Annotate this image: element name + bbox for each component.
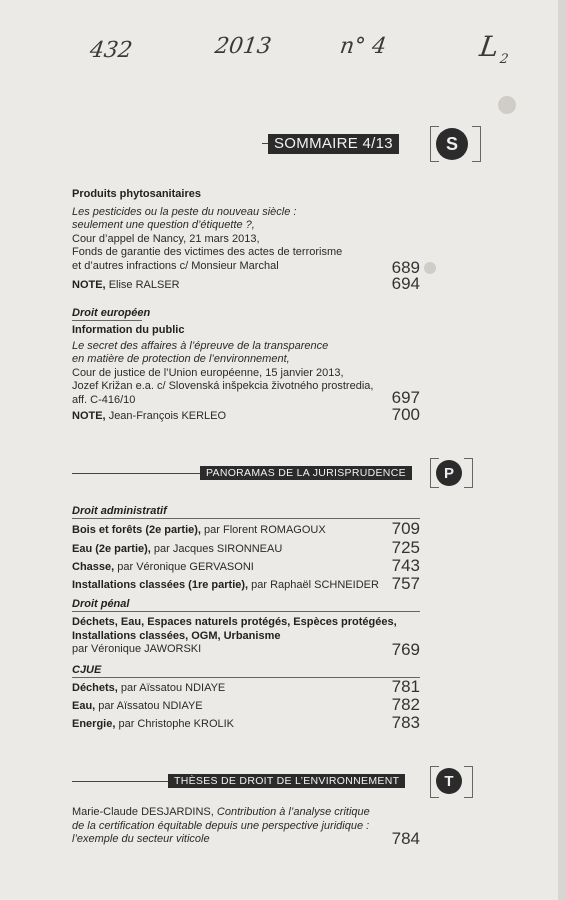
theses-title-line: de la certification équitable depuis une perspective juridique : (72, 819, 370, 832)
s-icon: S (436, 128, 468, 160)
page-number: 743 (391, 556, 420, 575)
bracket-right (464, 766, 473, 798)
t-icon: T (436, 768, 462, 794)
sommaire-title: SOMMAIRE 4/13 (268, 134, 399, 154)
sommaire-badge (436, 128, 468, 160)
rubric-droit-europeen: Droit européen (72, 307, 151, 319)
theses-title: THÈSES DE DROIT DE L’ENVIRONNEMENT (168, 774, 405, 788)
page-number: 757 (391, 574, 420, 593)
theses-badge (436, 768, 462, 794)
theses-rule (72, 781, 168, 782)
court-line: aff. C-416/10 (72, 393, 136, 406)
page-number: 709 (391, 519, 420, 538)
page-number: 700 (391, 405, 420, 424)
court-line: et d’autres infractions c/ Monsieur Marchal (72, 259, 279, 272)
rubric-underline (72, 518, 420, 519)
case-title-line: Les pesticides ou la peste du nouveau siècle : (72, 205, 297, 218)
handwritten-year: 2013 (213, 34, 273, 59)
handwritten-number: 432 (88, 38, 134, 63)
court-line: Jozef Križan e.a. c/ Slovenská inšpekcia životného prostredia, (72, 380, 374, 392)
theses-title-line: l’exemple du secteur viticole (72, 833, 210, 845)
page-number: 781 (391, 677, 420, 696)
page-number: 725 (391, 538, 420, 557)
panoramas-rule (72, 473, 200, 474)
rubric-underline (72, 611, 420, 612)
penal-author: par Véronique JAWORSKI (72, 643, 202, 655)
note-line: NOTE, Elise RALSER (72, 279, 180, 291)
page-number: 689 (391, 258, 420, 277)
penal-title-line: Installations classées, OGM, Urbanisme (72, 629, 281, 642)
panoramas-title: PANORAMAS DE LA JURISPRUDENCE (200, 466, 412, 480)
page-number: 782 (391, 695, 420, 714)
show-through-mark (424, 262, 436, 274)
toc-item: Bois et forêts (2e partie), par Florent ROMAGOUX (72, 524, 326, 536)
toc-item: Eau (2e partie), par Jacques SIRONNEAU (72, 543, 283, 555)
rubric-cjue: CJUE (72, 664, 102, 676)
panoramas-badge (436, 460, 462, 486)
page-number: 697 (391, 388, 420, 407)
rubric-droit-penal: Droit pénal (72, 598, 130, 610)
handwritten-shelf-sub: 2 (498, 52, 510, 67)
rubric-droit-administratif: Droit administratif (72, 505, 167, 517)
section-heading: Information du public (72, 324, 185, 336)
section-produits (72, 188, 342, 273)
note-line: NOTE, Jean-François KERLEO (72, 410, 227, 422)
page-edge (558, 0, 566, 900)
bracket-right (472, 126, 481, 162)
toc-item: Déchets, par Aïssatou NDIAYE (72, 682, 226, 694)
rubric-underline (72, 677, 420, 678)
page-number: 783 (391, 713, 420, 732)
theses-title-line: Contribution à l’analyse critique (216, 806, 370, 818)
court-line: Cour de justice de l’Union européenne, 15 janvier 2013, (72, 366, 344, 379)
case-title-line: seulement une question d’étiquette ?, (72, 219, 255, 231)
court-line: Cour d’appel de Nancy, 21 mars 2013, (72, 232, 260, 245)
section-heading: Produits phytosanitaires (72, 188, 201, 200)
theses-author: Marie-Claude DESJARDINS, (72, 806, 214, 818)
penal-title-line: Déchets, Eau, Espaces naturels protégés, Espèces protégées, (72, 616, 397, 628)
handwritten-shelf: L (477, 30, 501, 63)
toc-item: Eau, par Aïssatou NDIAYE (72, 700, 203, 712)
handwritten-issue: n° 4 (338, 34, 388, 59)
court-line: Fonds de garantie des victimes des actes de terrorisme (72, 246, 343, 258)
toc-item: Energie, par Christophe KROLIK (72, 718, 235, 730)
toc-item: Chasse, par Véronique GERVASONI (72, 561, 254, 573)
case-title-line: en matière de protection de l’environnement, (72, 353, 290, 365)
penal-item (72, 616, 397, 657)
rubric-underline (72, 320, 142, 321)
bracket-right (464, 458, 473, 488)
case-title-line: Le secret des affaires à l’épreuve de la transparence (72, 339, 329, 352)
page-number: 694 (391, 274, 420, 293)
section-information (72, 324, 373, 407)
p-icon: P (436, 460, 462, 486)
show-through-mark (498, 96, 516, 114)
page-number: 769 (391, 640, 420, 659)
page-number: 784 (391, 829, 420, 848)
toc-item: Installations classées (1re partie), par Raphaël SCHNEIDER (72, 579, 379, 591)
theses-item (72, 806, 432, 847)
